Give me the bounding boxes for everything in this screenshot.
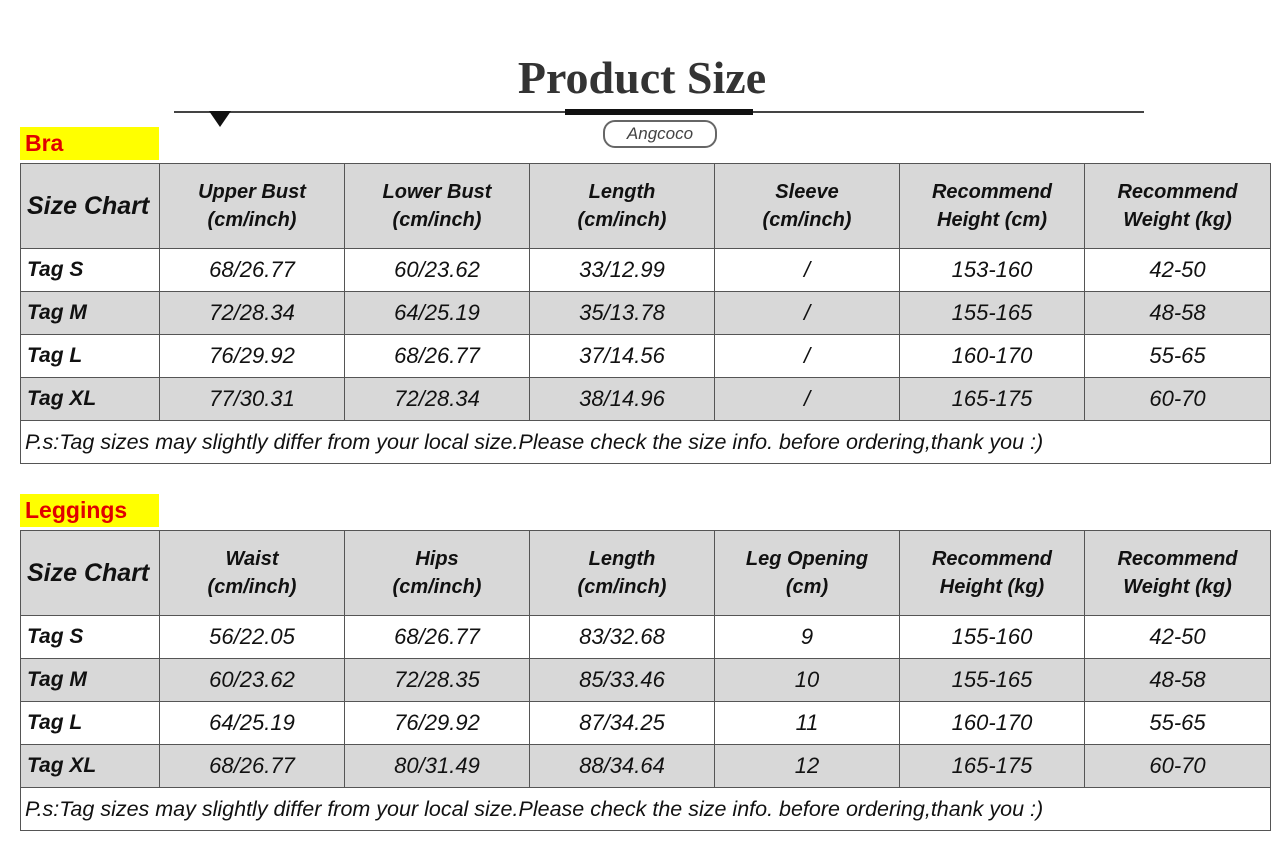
size-tag: Tag L	[21, 335, 160, 378]
table-cell: /	[715, 249, 900, 292]
table-cell: 68/26.77	[345, 616, 530, 659]
size-note: P.s:Tag sizes may slightly differ from your local size.Please check the size info. before ordering,thank you :)	[21, 421, 1271, 464]
table-row	[21, 292, 1271, 335]
page-title: Product Size	[517, 52, 767, 103]
column-header: Lower Bust (cm/inch)	[345, 164, 530, 249]
table-cell: 11	[715, 702, 900, 745]
table-cell: 55-65	[1085, 702, 1271, 745]
table-cell: 68/26.77	[160, 745, 345, 788]
column-header: Recommend Height (cm)	[900, 164, 1085, 249]
column-header: Leg Opening (cm)	[715, 531, 900, 616]
column-header: Upper Bust (cm/inch)	[160, 164, 345, 249]
note-row	[21, 788, 1271, 831]
table-cell: 160-170	[900, 335, 1085, 378]
note-row	[21, 421, 1271, 464]
size-note: P.s:Tag sizes may slightly differ from your local size.Please check the size info. before ordering,thank you :)	[21, 788, 1271, 831]
title-divider-accent	[565, 109, 753, 115]
column-header: Sleeve (cm/inch)	[715, 164, 900, 249]
brand-badge: Angcoco	[603, 120, 717, 148]
table-cell: 153-160	[900, 249, 1085, 292]
table-cell: /	[715, 292, 900, 335]
table-row	[21, 249, 1271, 292]
table-cell: 72/28.34	[160, 292, 345, 335]
section-label-leggings: Leggings	[20, 494, 159, 527]
table-cell: 155-165	[900, 659, 1085, 702]
table-cell: 72/28.35	[345, 659, 530, 702]
table-cell: 87/34.25	[530, 702, 715, 745]
section-label-bra: Bra	[20, 127, 159, 160]
size-tag: Tag S	[21, 616, 160, 659]
table-cell: 77/30.31	[160, 378, 345, 421]
table-cell: 64/25.19	[345, 292, 530, 335]
table-cell: 33/12.99	[530, 249, 715, 292]
table-row	[21, 335, 1271, 378]
table-cell: 48-58	[1085, 659, 1271, 702]
size-tag: Tag M	[21, 292, 160, 335]
table-cell: 72/28.34	[345, 378, 530, 421]
table-cell: 155-160	[900, 616, 1085, 659]
column-header: Waist (cm/inch)	[160, 531, 345, 616]
table-cell: 60/23.62	[160, 659, 345, 702]
column-header: Length (cm/inch)	[530, 531, 715, 616]
table-cell: 83/32.68	[530, 616, 715, 659]
table-cell: 64/25.19	[160, 702, 345, 745]
table-header-row	[21, 531, 1271, 616]
table-cell: 76/29.92	[160, 335, 345, 378]
size-tag: Tag L	[21, 702, 160, 745]
table-header-row	[21, 164, 1271, 249]
table-cell: 155-165	[900, 292, 1085, 335]
table-cell: 9	[715, 616, 900, 659]
leggings-size-table	[20, 530, 1271, 831]
table-cell: 12	[715, 745, 900, 788]
triangle-down-icon	[209, 111, 231, 127]
table-cell: 85/33.46	[530, 659, 715, 702]
table-cell: 76/29.92	[345, 702, 530, 745]
table-cell: 80/31.49	[345, 745, 530, 788]
column-header: Length (cm/inch)	[530, 164, 715, 249]
table-cell: 55-65	[1085, 335, 1271, 378]
table-row	[21, 702, 1271, 745]
size-tag: Tag S	[21, 249, 160, 292]
table-row	[21, 745, 1271, 788]
table-cell: 60-70	[1085, 378, 1271, 421]
table-cell: 42-50	[1085, 616, 1271, 659]
size-tag: Tag XL	[21, 745, 160, 788]
table-cell: 60-70	[1085, 745, 1271, 788]
column-header: Recommend Weight (kg)	[1085, 531, 1271, 616]
table-cell: 42-50	[1085, 249, 1271, 292]
table-cell: 38/14.96	[530, 378, 715, 421]
table-row	[21, 378, 1271, 421]
table-cell: 48-58	[1085, 292, 1271, 335]
size-chart-heading: Size Chart	[21, 164, 160, 249]
table-row	[21, 616, 1271, 659]
table-cell: 56/22.05	[160, 616, 345, 659]
table-cell: 165-175	[900, 378, 1085, 421]
table-cell: 37/14.56	[530, 335, 715, 378]
table-cell: 10	[715, 659, 900, 702]
table-row	[21, 659, 1271, 702]
column-header: Recommend Height (kg)	[900, 531, 1085, 616]
size-chart-heading: Size Chart	[21, 531, 160, 616]
table-cell: /	[715, 335, 900, 378]
bra-size-table	[20, 163, 1271, 464]
size-tag: Tag XL	[21, 378, 160, 421]
column-header: Recommend Weight (kg)	[1085, 164, 1271, 249]
table-cell: 68/26.77	[345, 335, 530, 378]
table-cell: /	[715, 378, 900, 421]
table-cell: 60/23.62	[345, 249, 530, 292]
table-cell: 35/13.78	[530, 292, 715, 335]
table-cell: 88/34.64	[530, 745, 715, 788]
table-cell: 160-170	[900, 702, 1085, 745]
table-cell: 68/26.77	[160, 249, 345, 292]
table-cell: 165-175	[900, 745, 1085, 788]
size-tag: Tag M	[21, 659, 160, 702]
column-header: Hips (cm/inch)	[345, 531, 530, 616]
